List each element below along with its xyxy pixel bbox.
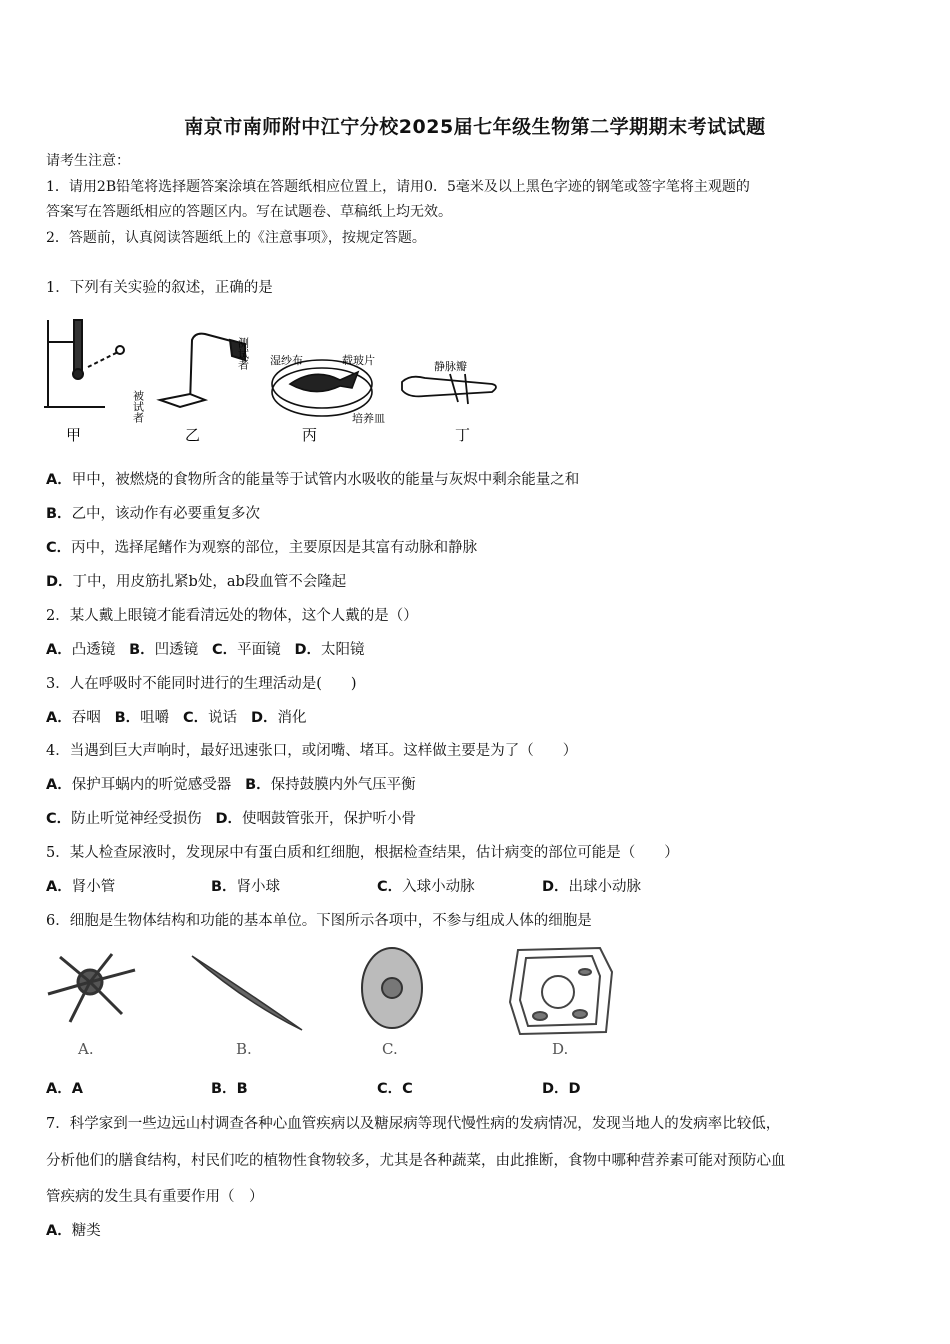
q7-stem-line-1: 7．科学家到一些边远山村调查各种心血管疾病以及糖尿病等现代慢性病的发病情况，发现当地人的发病率比较低， [46,1116,781,1132]
q3-stem: 3．人在呼吸时不能同时进行的生理活动是( ) [46,676,357,692]
cell-d-plant [510,948,612,1034]
notice-heading: 请考生注意： [46,153,130,169]
figure-label-jia: 甲 [66,426,82,444]
figure-label-bing: 丙 [302,426,318,444]
q1-option-b: B．乙中，该动作有必要重复多次 [46,506,261,522]
notice-item-2: 2．答题前，认真阅读答题纸上的《注意事项》，按规定答题。 [46,230,426,246]
q5-stem: 5．某人检查尿液时，发现尿中有蛋白质和红细胞，根据检查结果，估计病变的部位可能是（ ） [46,845,679,861]
q1-option-d: D．丁中，用皮筋扎紧b处，ab段血管不会隆起 [46,574,347,590]
figure-ding-arm-vein [402,374,496,404]
q4-stem: 4．当遇到巨大声响时，最好迅速张口，或闭嘴、堵耳。这样做主要是为了（ ） [46,743,578,759]
notice-item-1-line-2: 答案写在答题纸相应的答题区内。写在试题卷、草稿纸上均无效。 [46,204,452,220]
page-title: 南京市南师附中江宁分校2025届七年级生物第二学期期末考试试题 [184,116,766,138]
q1-stem: 1．下列有关实验的叙述，正确的是 [46,280,273,296]
figure-jia-burning-food [44,320,124,407]
q1-experiment-figure [40,312,510,447]
q7-stem-line-2: 分析他们的膳食结构，村民们吃的植物性食物较多，尤其是各种蔬菜，由此推断，食物中哪种营养素可能对预防心血 [46,1153,786,1169]
figure-annotation-dish: 培养皿 [352,412,385,425]
cell-label-c: C. [382,1040,398,1058]
q3-options: A．吞咽 B．咀嚼 C．说话 D．消化 [46,710,307,726]
q2-stem: 2．某人戴上眼镜才能看清远处的物体，这个人戴的是（） [46,608,418,624]
figure-annotation-vein: 静脉瓣 [434,360,467,373]
q4-options-ab: A．保护耳蜗内的听觉感受器 B．保持鼓膜内外气压平衡 [46,777,416,793]
figure-label-yi: 乙 [185,426,201,444]
cell-a-neuron [48,954,135,1022]
figure-bing-fish-dish [272,360,372,416]
q1-option-c: C．丙中，选择尾鳍作为观察的部位，主要原因是其富有动脉和静脉 [46,540,478,556]
q6-stem: 6．细胞是生物体结构和功能的基本单位。下图所示各项中，不参与组成人体的细胞是 [46,913,592,929]
q2-options: A．凸透镜 B．凹透镜 C．平面镜 D．太阳镜 [46,642,365,658]
q7-stem-line-3: 管疾病的发生具有重要作用（ ） [46,1189,264,1205]
q4-options-cd: C．防止听觉神经受损伤 D．使咽鼓管张开，保护听小骨 [46,811,417,827]
q5-options: A．肾小管 B．肾小球 C．入球小动脉 D．出球小动脉 [46,879,642,895]
figure-annotation-subject: 被试者 [131,390,145,423]
notice-item-1-line-1: 1．请用2B铅笔将选择题答案涂填在答题纸相应位置上，请用0．5毫米及以上黑色字迹的钢笔或签字笔将主观题的 [46,179,750,195]
cell-label-a: A. [78,1040,94,1058]
q6-options: A．A B．B C．C D．D [46,1081,581,1097]
figure-annotation-slide: 载玻片 [342,354,375,367]
cell-c-epithelial [362,948,422,1028]
cell-label-b: B. [236,1040,252,1058]
cell-b-muscle [192,956,302,1030]
figure-annotation-tester: 测试者 [236,337,250,370]
figure-yi-reaction-test [160,334,245,407]
cell-label-d: D. [552,1040,569,1058]
figure-annotation-wet-gauze: 湿纱布 [270,354,303,367]
q6-cells-figure [40,942,620,1062]
q1-option-a: A．甲中，被燃烧的食物所含的能量等于试管内水吸收的能量与灰烬中剩余能量之和 [46,472,580,488]
figure-label-ding: 丁 [455,426,471,444]
q7-option-a: A．糖类 [46,1223,101,1239]
